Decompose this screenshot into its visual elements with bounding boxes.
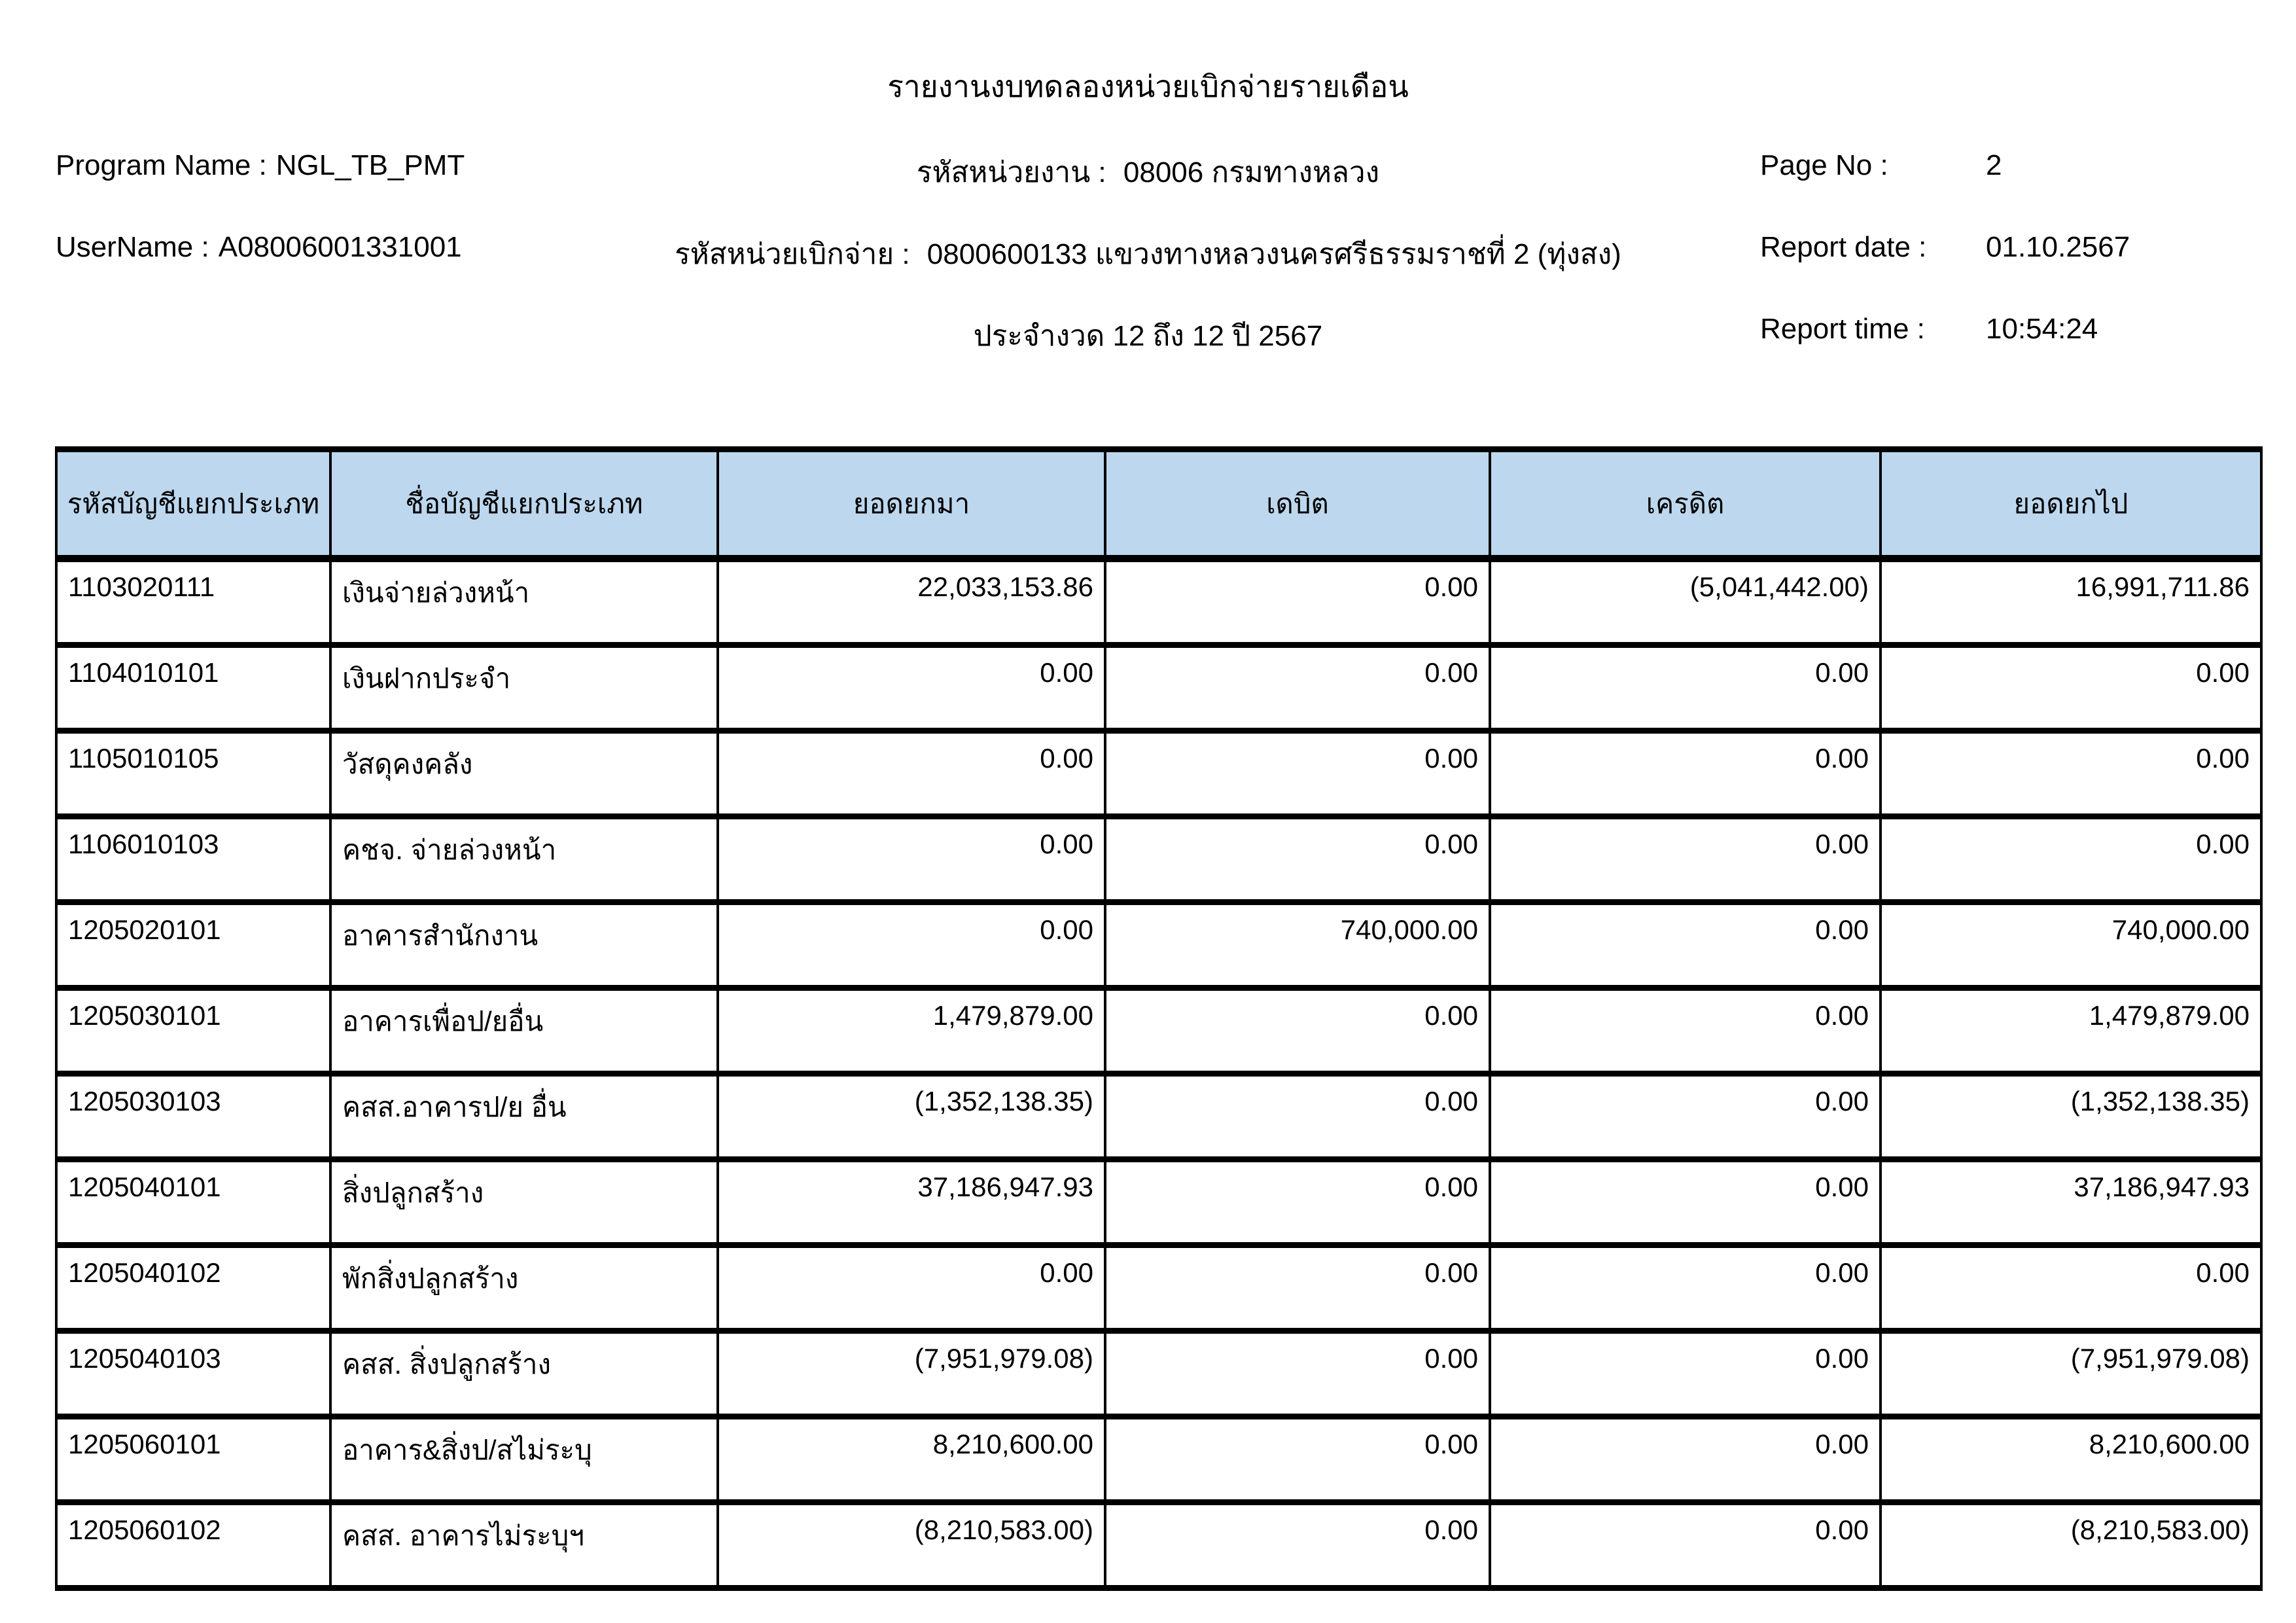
- cell-debit: 0.00: [1105, 817, 1490, 902]
- cell-name: พักสิ่งปลูกสร้าง: [330, 1245, 718, 1331]
- column-header-account-name: ชื่อบัญชีแยกประเภท: [330, 450, 718, 559]
- cell-closing-balance: 0.00: [1881, 645, 2261, 731]
- cell-code: 1205040102: [56, 1245, 330, 1331]
- cell-name: อาคารสำนักงาน: [330, 902, 718, 988]
- program-name-label: Program Name :: [56, 149, 267, 181]
- cell-opening-balance: 22,033,153.86: [718, 559, 1105, 645]
- cell-closing-balance: 8,210,600.00: [1881, 1417, 2261, 1503]
- table-row: [56, 645, 2261, 731]
- cell-code: 1205040103: [56, 1331, 330, 1417]
- cell-name: คสส. สิ่งปลูกสร้าง: [330, 1331, 718, 1417]
- cell-name: เงินจ่ายล่วงหน้า: [330, 559, 718, 645]
- cell-code: 1205060101: [56, 1417, 330, 1503]
- agency-value: 08006 กรมทางหลวง: [1123, 156, 1380, 188]
- table-row: [56, 902, 2261, 988]
- table-row: [56, 988, 2261, 1074]
- cell-credit: 0.00: [1490, 902, 1881, 988]
- cell-opening-balance: 0.00: [718, 645, 1105, 731]
- cell-credit: 0.00: [1490, 1160, 1881, 1245]
- report-time-value: 10:54:24: [1986, 313, 2098, 345]
- table-row: [56, 817, 2261, 902]
- cell-closing-balance: 0.00: [1881, 1245, 2261, 1331]
- cell-code: 1106010103: [56, 817, 330, 902]
- cell-code: 1105010105: [56, 731, 330, 817]
- cell-credit: 0.00: [1490, 731, 1881, 817]
- table-row: [56, 1074, 2261, 1160]
- column-header-opening-balance: ยอดยกมา: [718, 450, 1105, 559]
- cell-name: คสส.อาคารป/ย อื่น: [330, 1074, 718, 1160]
- cell-opening-balance: (1,352,138.35): [718, 1074, 1105, 1160]
- report-time-label: Report time :: [1760, 313, 1925, 345]
- cell-closing-balance: (7,951,979.08): [1881, 1331, 2261, 1417]
- report-title: รายงานงบทดลองหน่วยเบิกจ่ายรายเดือน: [887, 69, 1409, 103]
- cell-debit: 0.00: [1105, 645, 1490, 731]
- cell-credit: 0.00: [1490, 1417, 1881, 1503]
- cell-code: 1205030103: [56, 1074, 330, 1160]
- program-name-value: NGL_TB_PMT: [275, 149, 465, 181]
- cell-closing-balance: 1,479,879.00: [1881, 988, 2261, 1074]
- cell-debit: 0.00: [1105, 988, 1490, 1074]
- cell-name: อาคารเพื่อป/ยอื่น: [330, 988, 718, 1074]
- page-no-value: 2: [1986, 149, 2002, 181]
- cell-name: อาคาร&สิ่งป/สไม่ระบุ: [330, 1417, 718, 1503]
- username-value: A08006001331001: [218, 231, 462, 263]
- agency-label: รหัสหน่วยงาน :: [916, 156, 1106, 188]
- cell-closing-balance: 37,186,947.93: [1881, 1160, 2261, 1245]
- column-header-account-code: รหัสบัญชีแยกประเภท: [56, 450, 330, 559]
- cell-code: 1205040101: [56, 1160, 330, 1245]
- table-row: [56, 1160, 2261, 1245]
- cell-opening-balance: 0.00: [718, 731, 1105, 817]
- table-row: [56, 731, 2261, 817]
- table-body: [56, 559, 2261, 1588]
- report-date-line: [1760, 231, 2130, 264]
- period-value: ประจำงวด 12 ถึง 12 ปี 2567: [973, 320, 1323, 352]
- table-row: [56, 1417, 2261, 1503]
- disbursement-unit-value: 0800600133 แขวงทางหลวงนครศรีธรรมราชที่ 2 (ทุ่งสง): [927, 238, 1621, 270]
- cell-debit: 0.00: [1105, 559, 1490, 645]
- cell-debit: 0.00: [1105, 1417, 1490, 1503]
- report-date-label: Report date :: [1760, 231, 1927, 263]
- cell-credit: 0.00: [1490, 1074, 1881, 1160]
- cell-code: 1205020101: [56, 902, 330, 988]
- table-row: [56, 1331, 2261, 1417]
- disbursement-unit-label: รหัสหน่วยเบิกจ่าย :: [675, 238, 910, 270]
- trial-balance-table: [55, 446, 2263, 1591]
- report-date-value: 01.10.2567: [1986, 231, 2130, 263]
- page-no-line: [1760, 149, 2002, 182]
- table-row: [56, 1245, 2261, 1331]
- cell-closing-balance: (8,210,583.00): [1881, 1503, 2261, 1588]
- cell-code: 1104010101: [56, 645, 330, 731]
- cell-opening-balance: (8,210,583.00): [718, 1503, 1105, 1588]
- cell-code: 1205030101: [56, 988, 330, 1074]
- cell-credit: (5,041,442.00): [1490, 559, 1881, 645]
- cell-debit: 0.00: [1105, 1331, 1490, 1417]
- username-label: UserName :: [56, 231, 209, 263]
- table-row: [56, 1503, 2261, 1588]
- cell-name: สิ่งปลูกสร้าง: [330, 1160, 718, 1245]
- cell-credit: 0.00: [1490, 645, 1881, 731]
- cell-code: 1205060102: [56, 1503, 330, 1588]
- cell-name: คสส. อาคารไม่ระบุฯ: [330, 1503, 718, 1588]
- cell-closing-balance: 740,000.00: [1881, 902, 2261, 988]
- cell-opening-balance: (7,951,979.08): [718, 1331, 1105, 1417]
- column-header-debit: เดบิต: [1105, 450, 1490, 559]
- cell-debit: 0.00: [1105, 731, 1490, 817]
- cell-credit: 0.00: [1490, 817, 1881, 902]
- cell-debit: 740,000.00: [1105, 902, 1490, 988]
- cell-name: เงินฝากประจำ: [330, 645, 718, 731]
- cell-opening-balance: 1,479,879.00: [718, 988, 1105, 1074]
- page-no-label: Page No :: [1760, 149, 1888, 181]
- cell-debit: 0.00: [1105, 1503, 1490, 1588]
- cell-closing-balance: 0.00: [1881, 731, 2261, 817]
- cell-debit: 0.00: [1105, 1074, 1490, 1160]
- report-time-line: [1760, 313, 2098, 346]
- table-row: [56, 559, 2261, 645]
- column-header-credit: เครดิต: [1490, 450, 1881, 559]
- cell-code: 1103020111: [56, 559, 330, 645]
- cell-debit: 0.00: [1105, 1245, 1490, 1331]
- cell-opening-balance: 0.00: [718, 817, 1105, 902]
- cell-closing-balance: 16,991,711.86: [1881, 559, 2261, 645]
- cell-opening-balance: 37,186,947.93: [718, 1160, 1105, 1245]
- cell-credit: 0.00: [1490, 988, 1881, 1074]
- cell-credit: 0.00: [1490, 1245, 1881, 1331]
- cell-closing-balance: 0.00: [1881, 817, 2261, 902]
- cell-closing-balance: (1,352,138.35): [1881, 1074, 2261, 1160]
- cell-credit: 0.00: [1490, 1503, 1881, 1588]
- cell-opening-balance: 8,210,600.00: [718, 1417, 1105, 1503]
- table-header-row: [56, 450, 2261, 559]
- cell-credit: 0.00: [1490, 1331, 1881, 1417]
- cell-name: คชจ. จ่ายล่วงหน้า: [330, 817, 718, 902]
- cell-name: วัสดุคงคลัง: [330, 731, 718, 817]
- cell-opening-balance: 0.00: [718, 902, 1105, 988]
- column-header-closing-balance: ยอดยกไป: [1881, 450, 2261, 559]
- cell-debit: 0.00: [1105, 1160, 1490, 1245]
- cell-opening-balance: 0.00: [718, 1245, 1105, 1331]
